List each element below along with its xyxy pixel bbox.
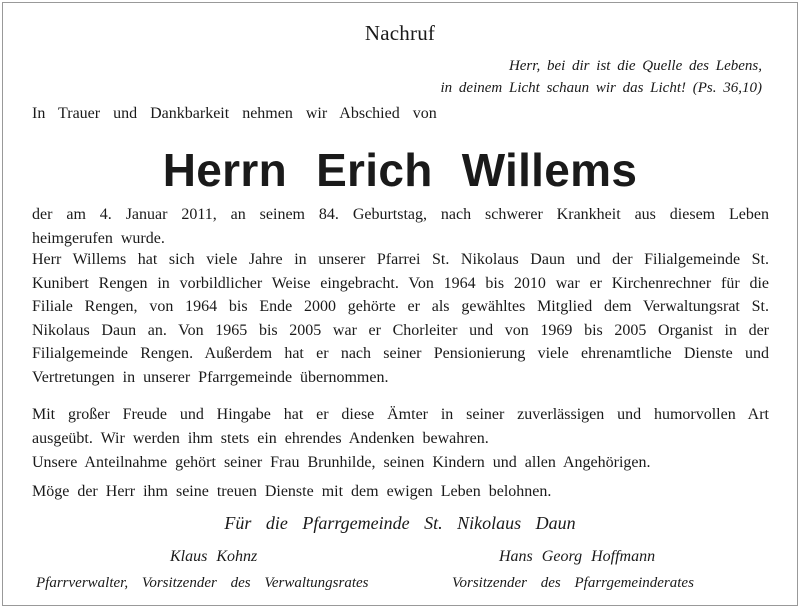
paragraph-death: der am 4. Januar 2011, an seinem 84. Geburtstag, nach schwerer Krankheit aus diesem Leben heimgerufen wurde.: [32, 206, 769, 247]
deceased-name: Herrn Erich Willems: [162, 144, 638, 196]
notice-title: Nachruf: [364, 21, 436, 45]
signatory-left-name: Klaus Kohnz: [170, 548, 258, 565]
paragraph-service: Herr Willems hat sich viele Jahre in unserer Pfarrei St. Nikolaus Daun und der Filialgemeinde St. Kunibert Rengen in vorbildlicher Weise eingebracht. Von 1964 bis 2010 war er Kirchenrechner für die Filiale Rengen, von 1964 bis Ende 2000 gehörte er als gewähltes Mitglied dem Verwaltungsrat St. Nikolaus Daun an. Von 1965 bis 2005 war er Chorleiter und von 1969 bis 2005 Organist in der Filialgemeinde Rengen. Außerdem hat er nach seiner Pensionierung viele ehrenamtliche Dienste und Vertretungen in unserer Pfarrgemeinde übernommen.: [32, 251, 769, 386]
scripture-verse: [441, 55, 762, 99]
paragraph-blessing: Möge der Herr ihm seine treuen Dienste mit dem ewigen Leben belohnen.: [32, 483, 552, 500]
signatory-left-role: Pfarrverwalter, Vorsitzender des Verwaltungsrates: [36, 575, 369, 591]
paragraph-condolence: Unsere Anteilnahme gehört seiner Frau Brunhilde, seinen Kindern und allen Angehörigen.: [32, 454, 651, 471]
signatory-right-role: Vorsitzender des Pfarrgemeinderates: [452, 575, 694, 591]
obituary-notice: [2, 2, 798, 606]
parish-signature: Für die Pfarrgemeinde St. Nikolaus Daun: [224, 513, 576, 533]
signatory-right-name: Hans Georg Hoffmann: [499, 548, 656, 565]
verse-line-1: Herr, bei dir ist die Quelle des Lebens,: [508, 58, 762, 74]
verse-line-2: in deinem Licht schaun wir das Licht! (Ps. 36,10): [440, 80, 762, 96]
intro-line: In Trauer und Dankbarkeit nehmen wir Abschied von: [32, 105, 437, 122]
paragraph-gratitude: Mit großer Freude und Hingabe hat er diese Ämter in seiner zuverlässigen und humorvollen Art ausgeübt. Wir werden ihm stets ein ehrendes Andenken bewahren.: [32, 406, 769, 447]
